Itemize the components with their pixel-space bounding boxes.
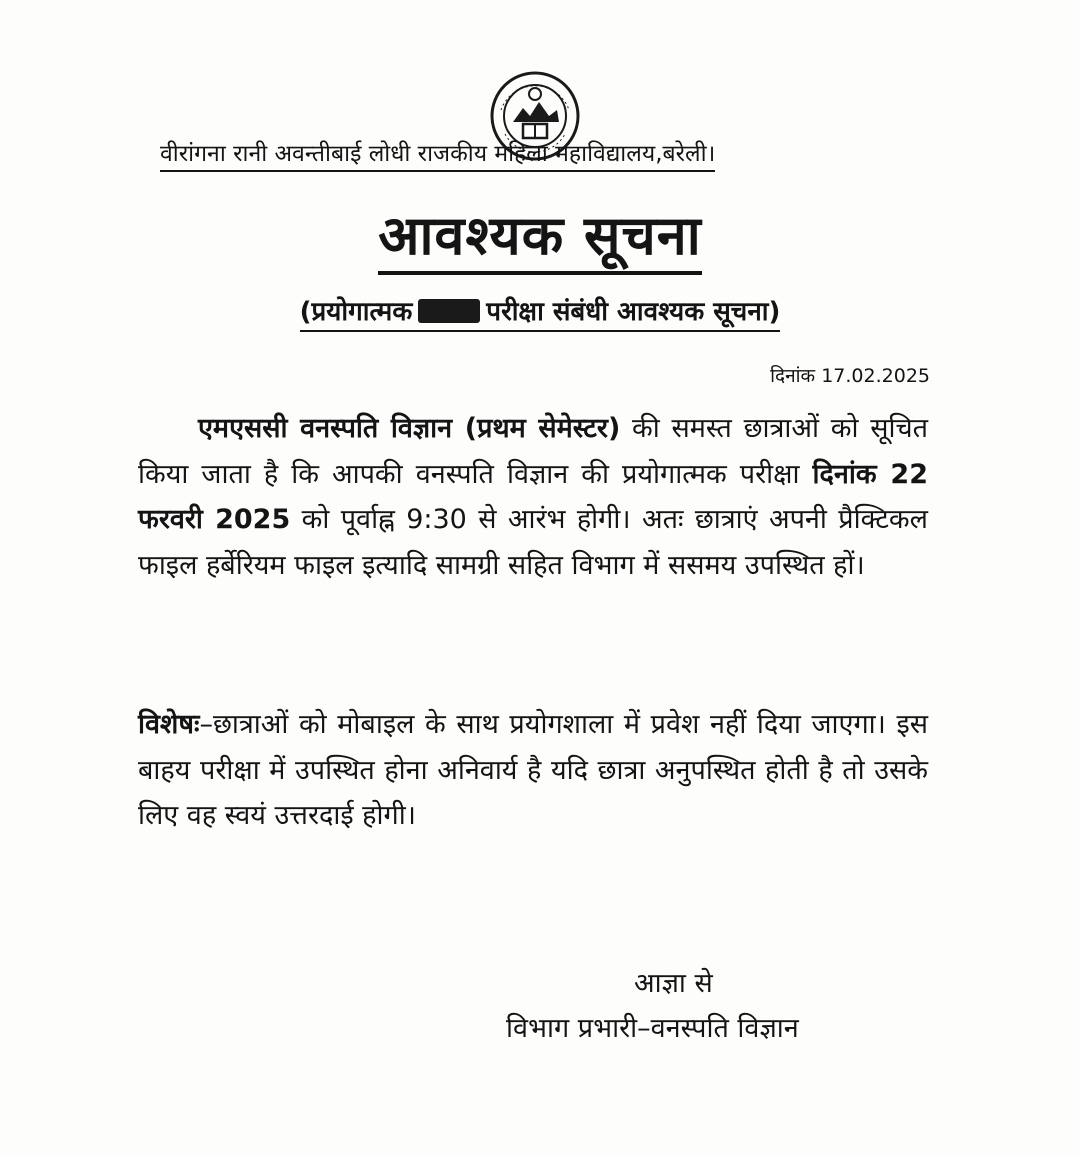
signature-department: विभाग प्रभारी–वनस्पति विज्ञान (506, 1013, 799, 1044)
paragraph1-text2: को पूर्वाह्न 9:30 से आरंभ होगी। अतः छात्राएं अपनी प्रैक्टिकल फाइल हर्बेरियम फाइल इत्यादि सामग्री सहित विभाग में ससमय उपस्थित हों। (138, 504, 928, 581)
signature-order: आज्ञा से (634, 968, 713, 999)
redaction-mark (418, 299, 480, 323)
date-label: दिनांक (770, 365, 816, 387)
notice-title-text: आवश्यक सूचना (378, 204, 702, 275)
subtitle-before: (प्रयोगात्मक (299, 297, 413, 327)
course-name: एमएससी वनस्पति विज्ञान (प्रथम सेमेस्टर) (198, 413, 621, 444)
subtitle-after: परीक्षा संबंधी आवश्यक सूचना) (486, 297, 781, 327)
college-name-text: वीरांगना रानी अवन्तीबाई लोधी राजकीय महिला महाविद्यालय,बरेली। (160, 141, 715, 172)
notice-date (770, 362, 930, 388)
notice-subtitle (0, 292, 1080, 328)
paragraph1-text1: की समस्त छात्राओं को सूचित किया जाता है कि आपकी वनस्पति विज्ञान की प्रयोगात्मक परीक्षा (138, 413, 928, 490)
exam-date: दिनांक 22 फरवरी 2025 (138, 458, 928, 535)
main-paragraph (138, 406, 928, 588)
special-note-paragraph (138, 702, 928, 839)
notice-title (0, 196, 1080, 270)
special-note-text: –छात्राओं को मोबाइल के साथ प्रयोगशाला में प्रवेश नहीं दिया जाएगा। इस बाहय परीक्षा में उपस्थित होना अनिवार्य है यदि छात्रा अनुपस्थित होती है तो उसके लिए वह स्वयं उत्तरदाई होगी। (138, 709, 928, 831)
date-value: 17.02.2025 (821, 365, 930, 387)
college-name (160, 136, 920, 168)
special-note-label: विशेषः (138, 709, 200, 740)
